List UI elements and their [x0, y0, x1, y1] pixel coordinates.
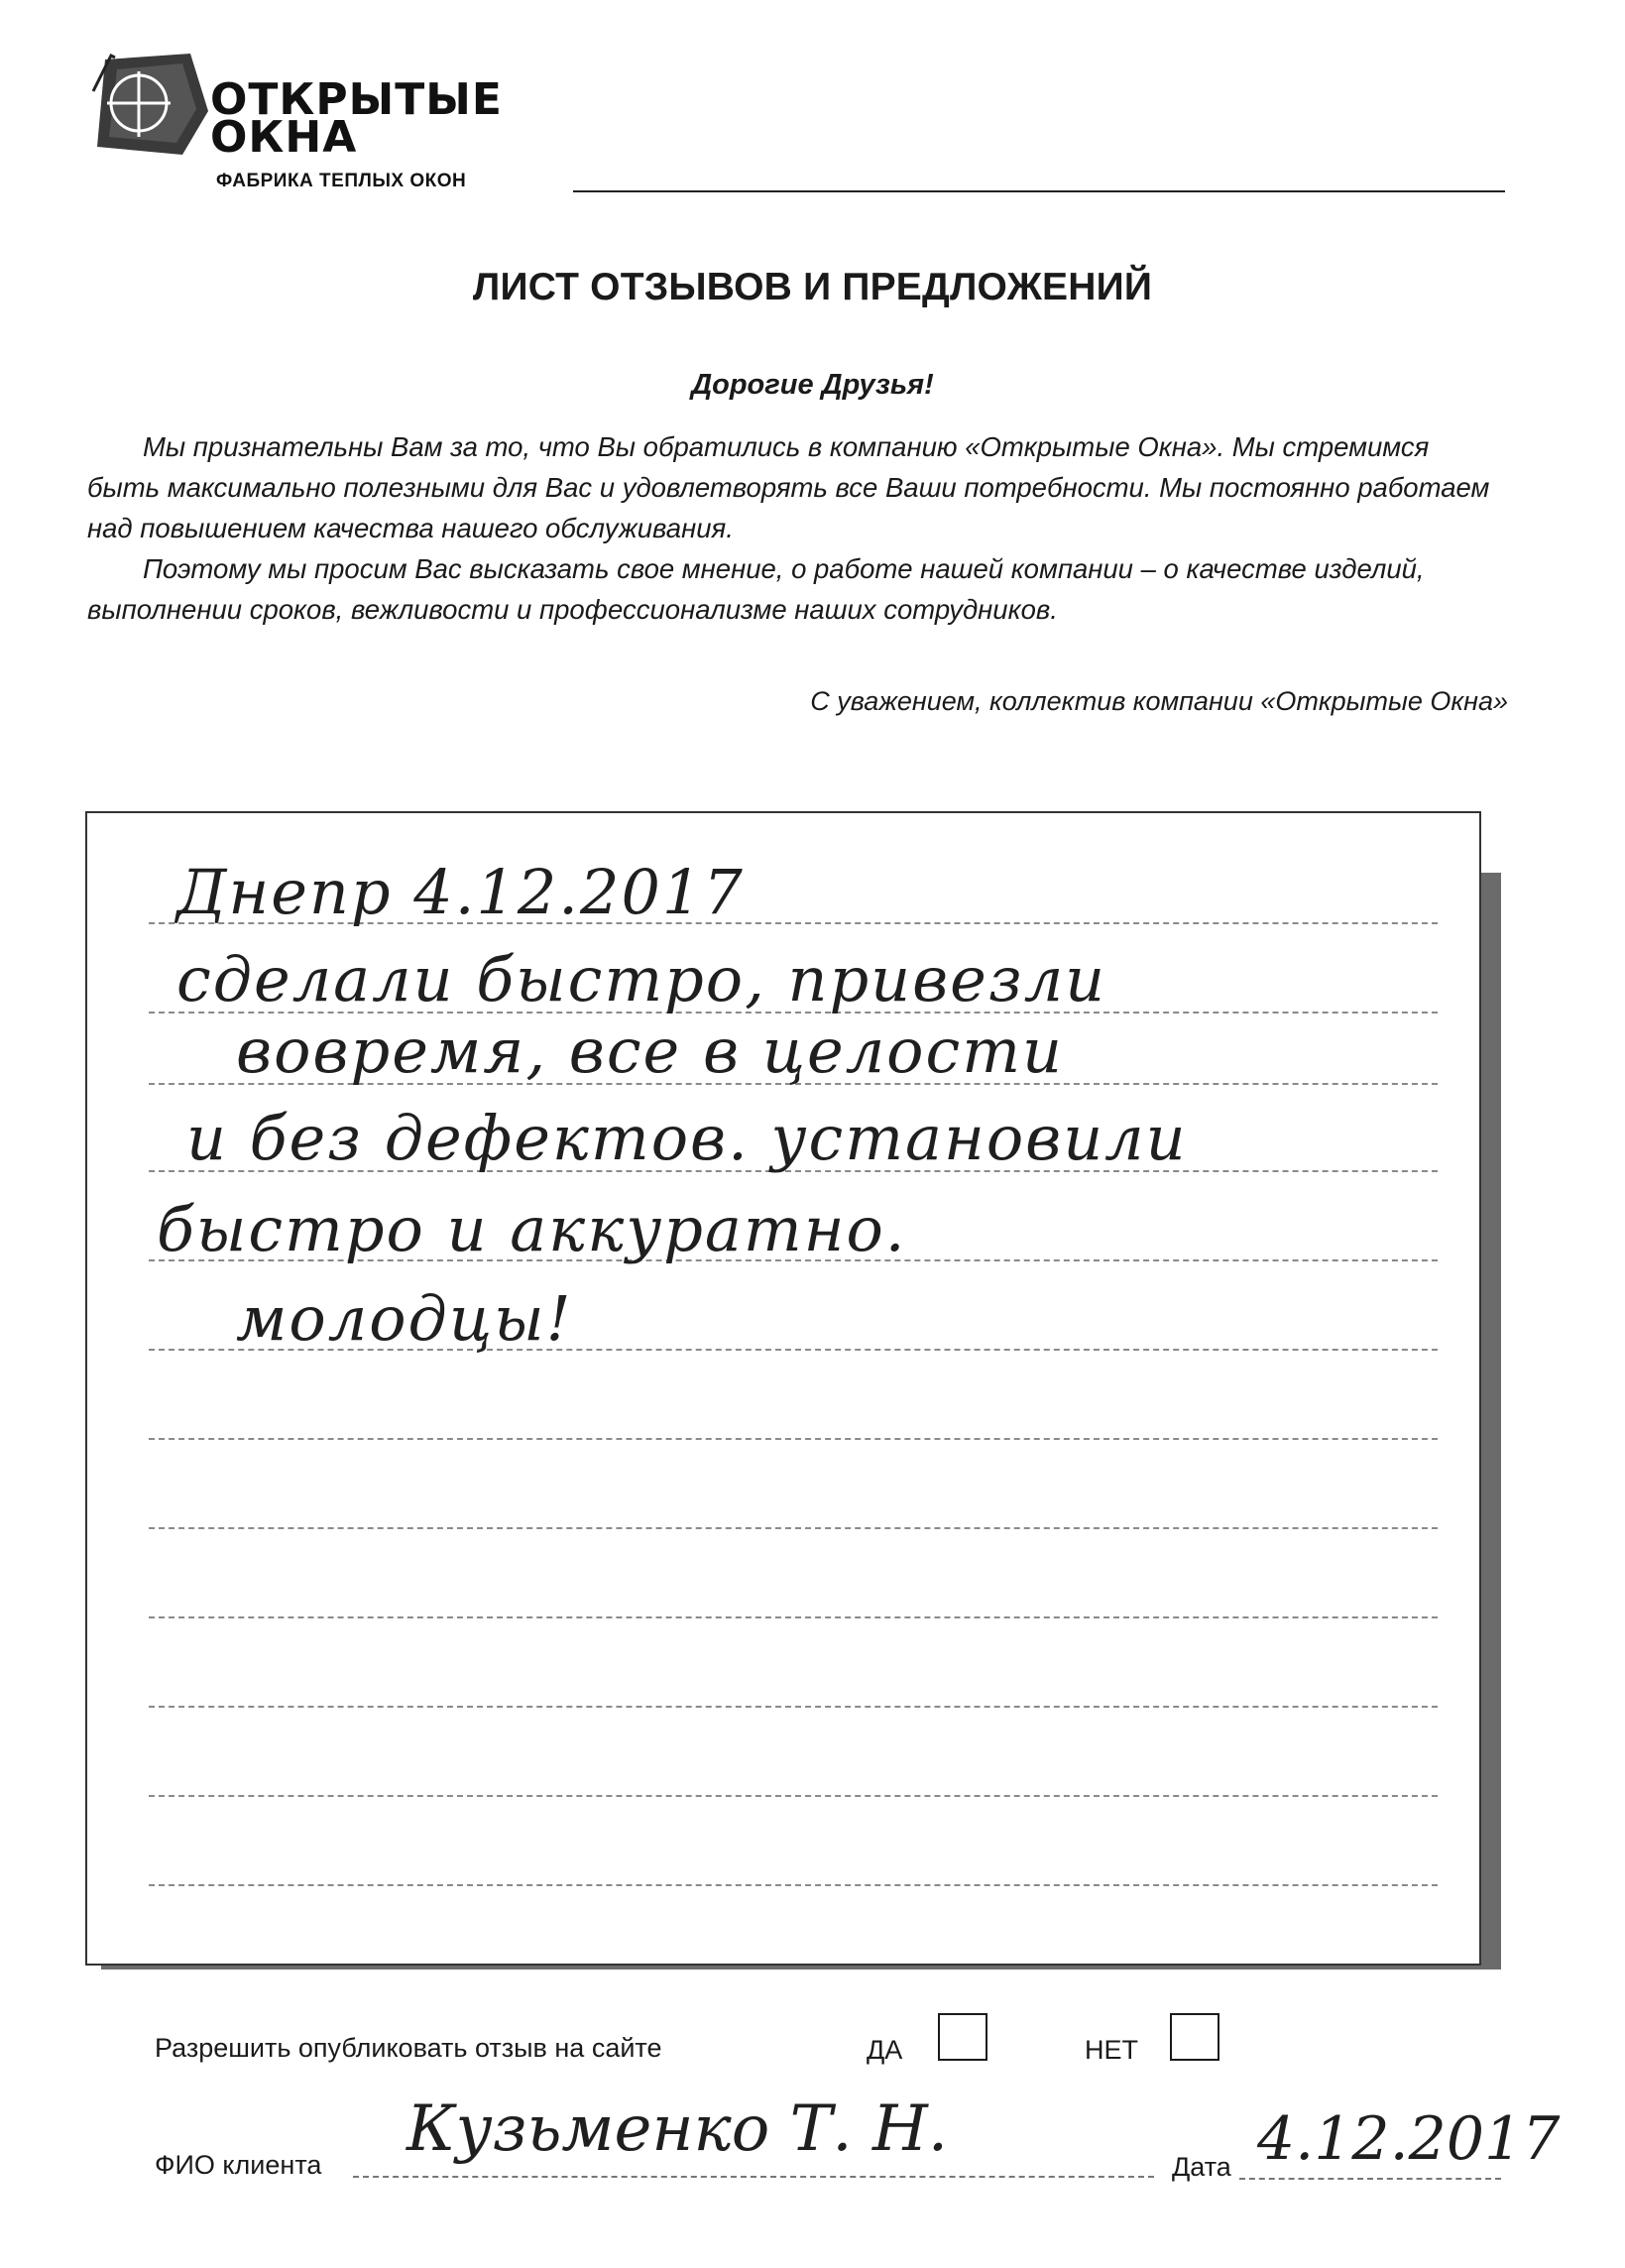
page-title: ЛИСТ ОТЗЫВОВ И ПРЕДЛОЖЕНИЙ	[472, 266, 1153, 308]
date-label: Дата	[1172, 2152, 1231, 2182]
greeting: Дорогие Друзья!	[691, 369, 934, 401]
handwritten-line: быстро и аккуратно.	[157, 1193, 907, 1265]
signoff: С уважением, коллектив компании «Открытые Окна»	[810, 686, 1508, 716]
brand-name-line2: ОКНА	[210, 112, 358, 163]
publish-no-checkbox[interactable]	[1170, 2013, 1219, 2061]
brand-tagline: ФАБРИКА ТЕПЛЫХ ОКОН	[216, 171, 467, 191]
ruled-line	[149, 1795, 1438, 1797]
ruled-line	[149, 1438, 1438, 1440]
client-name-label: ФИО клиента	[155, 2150, 322, 2180]
client-name-value[interactable]: Кузьменко Т. Н.	[406, 2092, 949, 2166]
intro-paragraph: Мы признательны Вам за то, что Вы обратились в компанию «Открытые Окна». Мы стремимся быть максимально полезными для Вас и удовлетворять все Ваши потребности. Мы постоянно работаем над повышением качества нашего обслуживания.	[87, 431, 1490, 543]
ruled-line	[149, 1706, 1438, 1708]
brand-name-line1: ОТКРЫТЫЕ	[210, 74, 503, 125]
company-logo-icon	[91, 52, 210, 161]
publish-yes-checkbox[interactable]	[938, 2013, 987, 2061]
handwritten-line: вовремя, все в целости	[236, 1015, 1064, 1087]
publish-consent-label: Разрешить опубликовать отзыв на сайте	[155, 2033, 662, 2063]
brand-name	[210, 74, 503, 163]
publish-no-label: НЕТ	[1085, 2035, 1138, 2065]
intro-text	[87, 426, 1503, 630]
header-divider	[573, 190, 1505, 192]
ruled-line	[149, 1616, 1438, 1618]
ruled-line	[149, 1884, 1438, 1886]
handwritten-line: сделали быстро, привезли	[176, 943, 1107, 1015]
handwritten-line: молодцы!	[236, 1282, 573, 1355]
date-field-line	[1239, 2178, 1501, 2180]
feedback-box[interactable]	[85, 811, 1481, 1966]
intro-paragraph: Поэтому мы просим Вас высказать свое мнение, о работе нашей компании – о качестве изделий, выполнении сроков, вежливости и профессионализме наших сотрудников.	[87, 553, 1425, 625]
client-name-field-line	[353, 2176, 1154, 2178]
publish-yes-label: ДА	[867, 2035, 903, 2065]
ruled-line	[149, 1527, 1438, 1529]
date-value[interactable]: 4.12.2017	[1257, 2104, 1561, 2174]
handwritten-line: и без дефектов. установили	[186, 1102, 1188, 1174]
handwritten-line: Днепр 4.12.2017	[176, 856, 745, 928]
